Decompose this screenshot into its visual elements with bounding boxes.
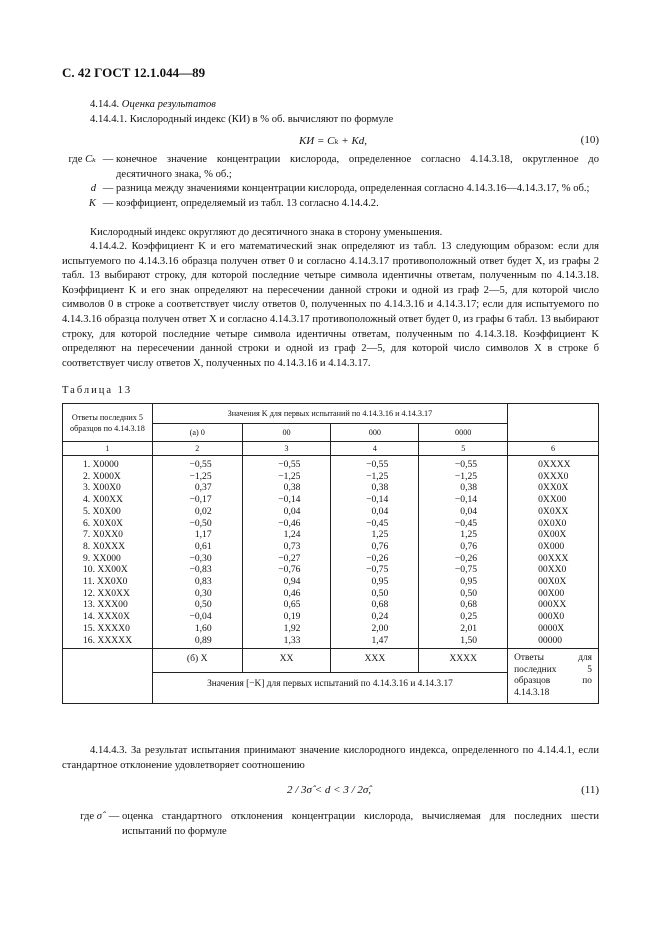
- formula-10-rhs: = Cₖ + Kd,: [317, 135, 368, 147]
- table-cell: −0,55: [454, 459, 478, 470]
- table-cell: 3. X00X0: [83, 482, 121, 494]
- table-cell: 0,65: [283, 599, 301, 611]
- section-number: 4.14.4.: [90, 99, 120, 110]
- table-cell: 0,19: [283, 611, 301, 623]
- table-cell: 14. XXX0X: [83, 611, 130, 623]
- formula-10-definitions: [62, 153, 599, 211]
- table-cell: 0,95: [371, 576, 389, 588]
- table-cell: −0,50: [189, 517, 212, 529]
- table-cell: −0,76: [278, 564, 301, 576]
- table-cell: 0X000: [538, 540, 565, 552]
- table-cell: 0,50: [194, 599, 212, 611]
- table-cell: 00XX0: [538, 564, 567, 576]
- table-cell: 0,68: [460, 599, 478, 611]
- table-cell: −0,45: [454, 517, 478, 529]
- paragraph-rounding: Кислородный индекс округляют до десятичного знака в сторону уменьшения.: [90, 227, 443, 238]
- table-cell: −0,26: [366, 552, 389, 564]
- table-cell: 1. X0000: [83, 459, 119, 470]
- table-cell: 0000X: [538, 622, 565, 634]
- table-cell: 10. XX00X: [83, 564, 128, 576]
- table-cell: −1,25: [366, 470, 389, 482]
- table-caption: Таблица 13: [62, 385, 133, 396]
- table-cell: 0,50: [460, 587, 478, 599]
- table-cell: 0,61: [194, 540, 212, 552]
- table-cell: 0,94: [283, 576, 301, 588]
- table-cell: −0,26: [454, 552, 478, 564]
- table-cell: 0XXXX: [538, 459, 571, 470]
- paragraph-4-14-4-2: 4.14.4.2. Коэффициент K и его математический знак определяют из табл. 13 следующим образом: если для испытуемого по 4.14.3.16 образца получен ответ 0 и согласно 4.14.3.17 противоположный ответ будет X, из графы 2 табл. 13 выбирают строку, для которой последние четыре символа идентичны ответам, полученным по 4.14.3.18. Коэффициент K и его знак определяют на пересечении данной строки и одной из граф 2—5, для которой число символов 0 в строке а соответствует числу ответов 0, полученных по 4.14.3.16 и 4.14.3.17; если для испытуемого по 4.14.3.16 образца получен ответ X и согласно 4.14.3.17 противоположный ответ будет 0, из графы 6 табл. 13 выбирают строку, для которой последние четыре символа идентичны ответам, полученным по 4.14.3.18. Коэффициент K определяют на пересечении данной строки и одной из граф 2—5, для которой число символов X в строке б соответствует числу ответов X, полученных по 4.14.3.16 и 4.14.3.17.: [62, 241, 599, 369]
- footer-b-2: XX: [242, 649, 331, 673]
- table-cell: 1,24: [283, 529, 301, 541]
- formula-10: [299, 134, 367, 147]
- header-a-4: 0000: [419, 424, 508, 442]
- table-cell: −0,30: [189, 552, 212, 564]
- table-cell: 6. X0X0X: [83, 517, 123, 529]
- table-cell: −0,17: [189, 494, 212, 506]
- column-answers: [63, 456, 153, 649]
- header-values: Значения K для первых испытаний по 4.14.3.16 и 4.14.3.17: [152, 404, 507, 424]
- header-a-3: 000: [331, 424, 419, 442]
- table-cell: 16. XXXXX: [83, 634, 133, 646]
- table-cell: 2,01: [460, 622, 478, 634]
- table-cell: −0,14: [278, 494, 301, 506]
- table-cell: 15. XXXX0: [83, 622, 130, 634]
- formula-11-definition: [62, 810, 599, 839]
- page-header: С. 42 ГОСТ 12.1.044—89: [62, 65, 206, 80]
- table-cell: 0,02: [194, 505, 212, 517]
- table-cell: 0XX00: [538, 494, 567, 506]
- table-cell: −0,46: [278, 517, 301, 529]
- table-cell: 0,30: [194, 587, 212, 599]
- table-cell: 0,46: [283, 587, 301, 599]
- table-cell: 0,68: [371, 599, 389, 611]
- header-a-2: 00: [242, 424, 331, 442]
- table-cell: 2,00: [371, 622, 389, 634]
- table-cell: −0,75: [366, 564, 389, 576]
- table-cell: −1,25: [454, 470, 478, 482]
- table-cell: 000X0: [538, 611, 565, 623]
- footer-values: Значения [−K] для первых испытаний по 4.14.3.16 и 4.14.3.17: [152, 672, 507, 703]
- definition-row: где Cₖ — конечное значение концентрации кислорода, определенное согласно 4.14.3.18, округленное до десятичного знака, % об.;: [68, 154, 599, 180]
- table-cell: 1,25: [460, 529, 478, 541]
- definition-row: d — разница между значениями концентрации кислорода, определенная согласно 4.14.3.16—4.14.3.17, % об.;: [90, 183, 590, 195]
- table-cell: 9. XX000: [83, 552, 121, 564]
- table-cell: −0,45: [366, 517, 389, 529]
- table-cell: 0,83: [194, 576, 212, 588]
- footer-col1-empty: [63, 649, 153, 704]
- table-cell: 11. XX0X0: [83, 576, 128, 588]
- table-cell: 0,38: [371, 482, 389, 494]
- where-label: где: [68, 154, 83, 165]
- table-cell: 0,38: [460, 482, 478, 494]
- table-cell: 1,17: [194, 529, 212, 541]
- table-cell: 0X0X0: [538, 517, 567, 529]
- section-title: [62, 98, 599, 113]
- table-cell: 0,04: [371, 505, 389, 517]
- header-col1: Ответы последних 5 образцов по 4.14.3.18: [63, 404, 153, 442]
- table-cell: −0,14: [454, 494, 478, 506]
- table-cell: 0,04: [283, 505, 301, 517]
- table-cell: 00X00: [538, 587, 565, 599]
- table-cell: 1,92: [283, 622, 301, 634]
- column-k0000: [419, 456, 508, 649]
- table-cell: 1,33: [283, 634, 301, 646]
- footer-col6: Ответы для последних 5 образцов по 4.14.3.18: [508, 649, 599, 704]
- table-cell: 00XXX: [538, 552, 569, 564]
- table-cell: 1,47: [371, 634, 389, 646]
- table-cell: 0,04: [460, 505, 478, 517]
- table-cell: 0X00X: [538, 529, 567, 541]
- table-cell: −1,25: [189, 470, 212, 482]
- table-cell: 0XXX0: [538, 470, 569, 482]
- table-cell: −0,14: [366, 494, 389, 506]
- column-numbers-row: 1 2 3 4 5 6: [63, 442, 599, 456]
- formula-11: 2 / 3σ̂ < d < 3 / 2σ̂,: [287, 784, 372, 796]
- header-col6-empty: [508, 404, 599, 442]
- table-cell: 0,38: [283, 482, 301, 494]
- table-cell: −0,55: [366, 459, 389, 470]
- table-cell: 0,50: [371, 587, 389, 599]
- table-cell: 00X0X: [538, 576, 567, 588]
- paragraph-4-14-4-3: 4.14.4.3. За результат испытания принимают значение кислородного индекса, определенного по 4.14.4.1, если стандартное отклонение удовлетворяет соотношению: [62, 745, 599, 771]
- table-cell: 5. X0X00: [83, 505, 121, 517]
- column-answers-inverse: [508, 456, 599, 649]
- table-cell: 7. X0XX0: [83, 529, 123, 541]
- table-cell: 1,50: [460, 634, 478, 646]
- table-cell: −0,55: [189, 459, 212, 470]
- formula-10-number: (10): [580, 134, 599, 146]
- column-k0: [152, 456, 242, 649]
- table-13: [62, 403, 599, 704]
- column-k000: [331, 456, 419, 649]
- definition-row: K — коэффициент, определяемый из табл. 13 согласно 4.14.4.2.: [88, 197, 379, 209]
- footer-b-3: XXX: [331, 649, 419, 673]
- table-cell: −0,55: [278, 459, 301, 470]
- table-cell: −0,27: [278, 552, 301, 564]
- table-cell: 0,76: [371, 540, 389, 552]
- table-cell: 0,25: [460, 611, 478, 623]
- table-cell: 000XX: [538, 599, 567, 611]
- table-cell: 4. X00XX: [83, 494, 123, 506]
- paragraph-4-14-4-1: 4.14.4.1. Кислородный индекс (КИ) в % об. вычисляют по формуле: [90, 114, 394, 125]
- table-cell: 12. XX0XX: [83, 587, 130, 599]
- table-cell: 8. X0XXX: [83, 540, 126, 552]
- table-cell: 00000: [538, 634, 563, 646]
- table-cell: 0XX0X: [538, 482, 569, 494]
- table-cell: 13. XXX00: [83, 599, 128, 611]
- table-cell: 2. X000X: [83, 470, 121, 482]
- table-cell: 0,37: [194, 482, 212, 494]
- table-cell: 1,60: [194, 622, 212, 634]
- table-cell: 0,76: [460, 540, 478, 552]
- table-cell: 0X0XX: [538, 505, 569, 517]
- formula-11-number: (11): [581, 784, 599, 796]
- table-cell: 0,73: [283, 540, 301, 552]
- table-cell: −0,83: [189, 564, 212, 576]
- table-cell: 0,24: [371, 611, 389, 623]
- table-cell: 0,95: [460, 576, 478, 588]
- footer-b-1: (б) X: [152, 649, 242, 673]
- definition-row: где σ̂ — оценка стандартного отклонения концентрации кислорода, вычисляемая для последних шести испытаний по формуле: [80, 811, 599, 837]
- footer-b-4: XXXX: [419, 649, 508, 673]
- table-cell: 0,89: [194, 634, 212, 646]
- table-cell: 1,25: [371, 529, 389, 541]
- table-cell: −0,75: [454, 564, 478, 576]
- column-k00: [242, 456, 331, 649]
- header-a-1: (а) 0: [152, 424, 242, 442]
- section-title-text: Оценка результатов: [121, 99, 216, 110]
- table-body-row: [63, 456, 599, 649]
- table-cell: −0,04: [189, 611, 212, 623]
- formula-10-lhs: КИ: [299, 135, 315, 147]
- table-cell: −1,25: [278, 470, 301, 482]
